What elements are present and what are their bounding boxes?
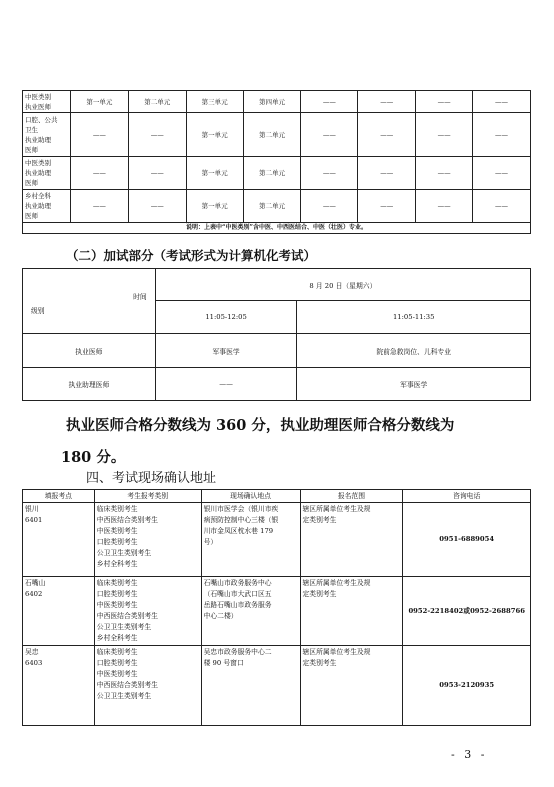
level-label: 执业医师	[23, 334, 156, 368]
location-cell-line: 银川市医学会（银川市疾	[203, 505, 279, 513]
site-cell	[23, 646, 95, 726]
phone-cell: 0951-6889054	[403, 503, 531, 577]
category-cell-line: 中医类别考生	[96, 601, 138, 609]
exam-type-line: 乡村全科	[25, 192, 51, 200]
scope-cell	[300, 503, 403, 577]
table-note-row	[23, 223, 531, 234]
time-slot-2: 11:05-11:35	[297, 301, 531, 334]
unit-cell: ——	[70, 190, 128, 223]
unit-cell: ——	[416, 157, 473, 190]
table-row	[23, 190, 531, 223]
page-number: - 3 -	[451, 748, 488, 761]
location-cell-line: 中心二楼）	[203, 612, 238, 620]
site-cell	[23, 503, 95, 577]
corner-time: 时间	[133, 293, 147, 301]
category-cell-line: 口腔类别考生	[96, 590, 138, 598]
category-cell-line: 临床类别考生	[96, 648, 138, 656]
exam-type-line: 口腔、公共	[25, 115, 58, 124]
location-cell	[201, 646, 300, 726]
location-cell-line: 吴忠市政务服务中心二	[203, 648, 272, 656]
unit-cell: 第二单元	[243, 113, 301, 157]
category-cell-line: 中医类别考生	[96, 670, 138, 678]
table-row	[23, 503, 531, 577]
scope-cell-line: 辖区所属单位考生及规	[302, 505, 371, 513]
unit-cell: 第一单元	[186, 190, 243, 223]
category-cell	[94, 503, 201, 577]
category-cell	[94, 577, 201, 646]
scope-cell-line: 定类别考生	[302, 590, 337, 598]
header-cell: 考生报考类别	[94, 490, 201, 503]
subject-cell: 院前急救岗位、儿科专业	[297, 334, 531, 368]
unit-cell: 第二单元	[243, 157, 301, 190]
category-cell-line: 临床类别考生	[96, 579, 138, 587]
exam-type-cell	[23, 190, 71, 223]
unit-cell: ——	[70, 113, 128, 157]
unit-cell: ——	[416, 113, 473, 157]
exam-date: 8 月 20 日（星期六）	[155, 269, 530, 301]
category-cell-line: 口腔类别考生	[96, 659, 138, 667]
unit-cell: ——	[358, 113, 416, 157]
unit-cell: ——	[358, 91, 416, 113]
category-cell-line: 公卫卫生类别考生	[96, 623, 152, 631]
unit-cell: ——	[473, 157, 531, 190]
unit-cell: ——	[301, 190, 358, 223]
site-cell-line: 6402	[25, 590, 43, 598]
exam-type-line: 执业医师	[25, 102, 51, 111]
pass-score-paragraph	[61, 410, 506, 474]
table-note: 说明：上表中“中医类别”含中医、中西医结合、中医（壮医）专业。	[23, 223, 531, 234]
unit-cell: 第二单元	[128, 91, 186, 113]
unit-cell: ——	[473, 190, 531, 223]
unit-cell: ——	[301, 157, 358, 190]
address-table	[22, 489, 531, 726]
subject-cell: 军事医学	[155, 334, 297, 368]
exam-type-line: 卫生	[25, 125, 38, 134]
exam-type-line: 执业助理	[25, 202, 51, 210]
unit-cell: 第三单元	[186, 91, 243, 113]
unit-cell: 第一单元	[186, 157, 243, 190]
category-cell-line: 乡村全科考生	[96, 634, 138, 642]
location-cell-line: 号）	[203, 538, 218, 546]
unit-cell: 第一单元	[186, 113, 243, 157]
scope-cell	[300, 577, 403, 646]
unit-cell: 第二单元	[243, 190, 301, 223]
phone-cell: 0952-2218402或0952-2688766	[403, 577, 531, 646]
table-row	[23, 157, 531, 190]
pass-line-2: 180 分。	[61, 449, 126, 466]
exam-type-line: 执业助理	[25, 169, 51, 177]
site-cell-line: 石嘴山	[25, 579, 46, 587]
header-cell: 填报考点	[23, 490, 95, 503]
pass-line-1: 执业医师合格分数线为 360 分，执业助理医师合格分数线为	[66, 417, 455, 434]
scope-cell-line: 辖区所属单位考生及规	[302, 648, 371, 656]
unit-cell: ——	[301, 113, 358, 157]
category-cell-line: 中医类别考生	[96, 527, 138, 535]
category-cell-line: 中西医结合类别考生	[96, 612, 158, 620]
category-cell-line: 临床类别考生	[96, 505, 138, 513]
table-row	[23, 91, 531, 113]
unit-cell: ——	[70, 157, 128, 190]
category-cell-line: 中西医结合类别考生	[96, 516, 158, 524]
category-cell-line: 乡村全科考生	[96, 560, 138, 568]
extra-exam-table	[22, 268, 531, 401]
location-cell-line: 石嘴山市政务服务中心	[203, 579, 272, 587]
site-cell	[23, 577, 95, 646]
unit-cell: ——	[473, 113, 531, 157]
category-cell	[94, 646, 201, 726]
exam-type-line: 医师	[25, 212, 38, 220]
category-cell-line: 中西医结合类别考生	[96, 681, 158, 689]
unit-cell: ——	[128, 113, 186, 157]
category-cell-line: 公卫卫生类别考生	[96, 549, 152, 557]
table-row	[23, 334, 531, 368]
time-slot-1: 11:05-12:05	[155, 301, 297, 334]
table-row	[23, 577, 531, 646]
category-cell-line: 口腔类别考生	[96, 538, 138, 546]
location-cell-line: 病预防控制中心三楼（银	[203, 516, 279, 524]
unit-cell: ——	[128, 157, 186, 190]
unit-cell: ——	[416, 190, 473, 223]
unit-cell: ——	[301, 91, 358, 113]
table-row	[23, 113, 531, 157]
location-cell	[201, 577, 300, 646]
table-header-row	[23, 490, 531, 503]
header-cell: 报名范围	[300, 490, 403, 503]
unit-cell: 第一单元	[70, 91, 128, 113]
unit-cell: ——	[416, 91, 473, 113]
unit-cell: ——	[358, 190, 416, 223]
level-label: 执业助理医师	[23, 368, 156, 401]
unit-cell: ——	[358, 157, 416, 190]
exam-type-line: 医师	[25, 145, 38, 154]
unit-cell: ——	[473, 91, 531, 113]
exam-type-line: 医师	[25, 179, 38, 187]
location-cell-line: 川市金凤区枕水巷 179	[203, 527, 274, 535]
section-heading-address: 四、考试现场确认地址	[86, 471, 217, 486]
scope-cell-line: 定类别考生	[302, 516, 337, 524]
exam-type-cell	[23, 91, 71, 113]
exam-type-line: 中医类别	[25, 159, 51, 167]
section-heading-extra-exam: （二）加试部分（考试形式为计算机化考试）	[66, 248, 317, 263]
corner-level: 级别	[31, 307, 45, 315]
subject-cell: 军事医学	[297, 368, 531, 401]
exam-type-cell	[23, 113, 71, 157]
site-cell-line: 6401	[25, 516, 43, 524]
table-row	[23, 646, 531, 726]
location-cell	[201, 503, 300, 577]
site-cell-line: 6403	[25, 659, 43, 667]
scope-cell-line: 定类别考生	[302, 659, 337, 667]
site-cell-line: 银川	[25, 505, 39, 513]
location-cell-line: 岳路石嘴山市政务服务	[203, 601, 272, 609]
unit-cell: 第四单元	[243, 91, 301, 113]
location-cell-line: （石嘴山市大武口区五	[203, 590, 272, 598]
exam-type-line: 执业助理	[25, 135, 51, 144]
header-cell: 现场确认地点	[201, 490, 300, 503]
unit-cell: ——	[128, 190, 186, 223]
scope-cell-line: 辖区所属单位考生及规	[302, 579, 371, 587]
category-cell-line: 公卫卫生类别考生	[96, 692, 152, 700]
corner-cell	[23, 269, 156, 334]
exam-type-cell	[23, 157, 71, 190]
subject-cell: ——	[155, 368, 297, 401]
phone-cell: 0953-2120935	[403, 646, 531, 726]
exam-unit-table	[22, 90, 531, 234]
table-row	[23, 368, 531, 401]
scope-cell	[300, 646, 403, 726]
site-cell-line: 吴忠	[25, 648, 39, 656]
exam-type-line: 中医类别	[25, 92, 51, 101]
location-cell-line: 楼 90 号窗口	[203, 659, 244, 667]
header-cell: 咨询电话	[403, 490, 531, 503]
